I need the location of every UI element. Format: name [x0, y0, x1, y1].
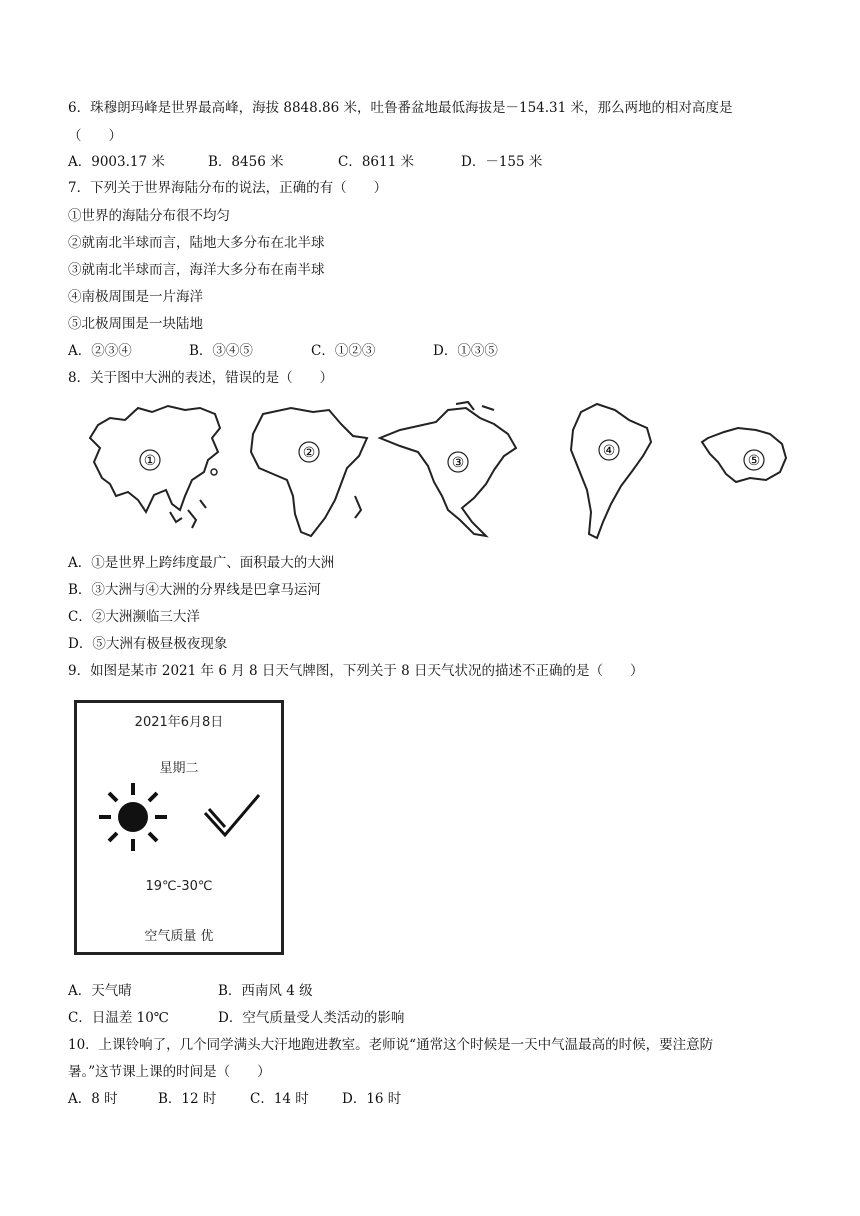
q10-options [68, 1089, 401, 1109]
q9-stem: 9．如图是某市 2021 年 6 月 8 日天气牌图，下列关于 8 日天气状况的描述不正确的是（ ） [68, 663, 644, 679]
q9-option-d: D．空气质量受人类活动的影响 [218, 1010, 405, 1026]
q10-option-a: A．8 时 [68, 1091, 118, 1107]
label-3: ③ [451, 455, 465, 471]
q7-item-4: ④南极周围是一片海洋 [68, 289, 203, 305]
north-america-map [376, 400, 521, 545]
label-5: ⑤ [747, 453, 761, 469]
q7-item-3: ③就南北半球而言，海洋大多分布在南半球 [68, 262, 325, 278]
q7-options [68, 341, 498, 361]
q6-stem-line1: 6．珠穆朗玛峰是世界最高峰，海拔 8848.86 米，吐鲁番盆地最低海拔是－154.31 米，那么两地的相对高度是 [68, 100, 733, 116]
label-4: ④ [602, 443, 616, 459]
q6-stem-line2: （ ） [68, 128, 122, 144]
q6-option-c: C．8611 米 [338, 154, 414, 170]
label-1: ① [143, 453, 157, 469]
africa-map [243, 400, 378, 545]
asia-map [80, 400, 230, 545]
q7-item-2: ②就南北半球而言，陆地大多分布在北半球 [68, 235, 325, 251]
q7-stem: 7．下列关于世界海陆分布的说法，正确的有（ ） [68, 180, 388, 196]
q9-option-b: B．西南风 4 级 [218, 983, 313, 999]
label-2: ② [302, 445, 316, 461]
q9-option-a: A．天气晴 [68, 983, 132, 999]
wind-icon [201, 791, 265, 843]
q8-option-c: C．②大洲濒临三大洋 [68, 609, 200, 625]
weather-weekday: 星期二 [159, 761, 199, 776]
q6-option-b: B．8456 米 [208, 154, 284, 170]
q10-stem-line2: 暑。”这节课上课的时间是（ ） [68, 1064, 271, 1080]
q6-option-d: D．－155 米 [461, 154, 543, 170]
weather-temp: 19℃-30℃ [145, 879, 213, 894]
q7-option-d: D．①③⑤ [433, 343, 498, 359]
q7-option-b: B．③④⑤ [189, 343, 253, 359]
weather-date: 2021年6月8日 [134, 715, 224, 730]
q7-item-1: ①世界的海陆分布很不均匀 [68, 208, 230, 224]
q8-stem: 8．关于图中大洲的表述，错误的是（ ） [68, 370, 334, 386]
weather-card [74, 700, 284, 955]
q7-item-5: ⑤北极周围是一块陆地 [68, 316, 203, 332]
q7-option-a: A．②③④ [68, 343, 132, 359]
continent-maps [68, 400, 798, 545]
q6-options [68, 152, 542, 172]
q9-option-c: C．日温差 10℃ [68, 1010, 169, 1026]
q9-options-row1 [68, 981, 313, 1001]
q9-options-row2 [68, 1008, 404, 1028]
q8-option-a: A．①是世界上跨纬度最广、面积最大的大洲 [68, 555, 335, 571]
q8-option-b: B．③大洲与④大洲的分界线是巴拿马运河 [68, 582, 321, 598]
q10-option-c: C．14 时 [250, 1091, 309, 1107]
sun-icon [97, 781, 169, 853]
q8-option-d: D．⑤大洲有极昼极夜现象 [68, 636, 228, 652]
q10-stem-line1: 10．上课铃响了，几个同学满头大汗地跑进教室。老师说“通常这个时候是一天中气温最高的时候，要注意防 [68, 1037, 714, 1053]
antarctica-map [698, 400, 798, 545]
q10-option-b: B．12 时 [158, 1091, 217, 1107]
q6-option-a: A．9003.17 米 [68, 154, 165, 170]
q10-option-d: D．16 时 [342, 1091, 402, 1107]
south-america-map [563, 400, 663, 545]
q7-option-c: C．①②③ [311, 343, 376, 359]
air-quality: 空气质量 优 [144, 929, 214, 944]
